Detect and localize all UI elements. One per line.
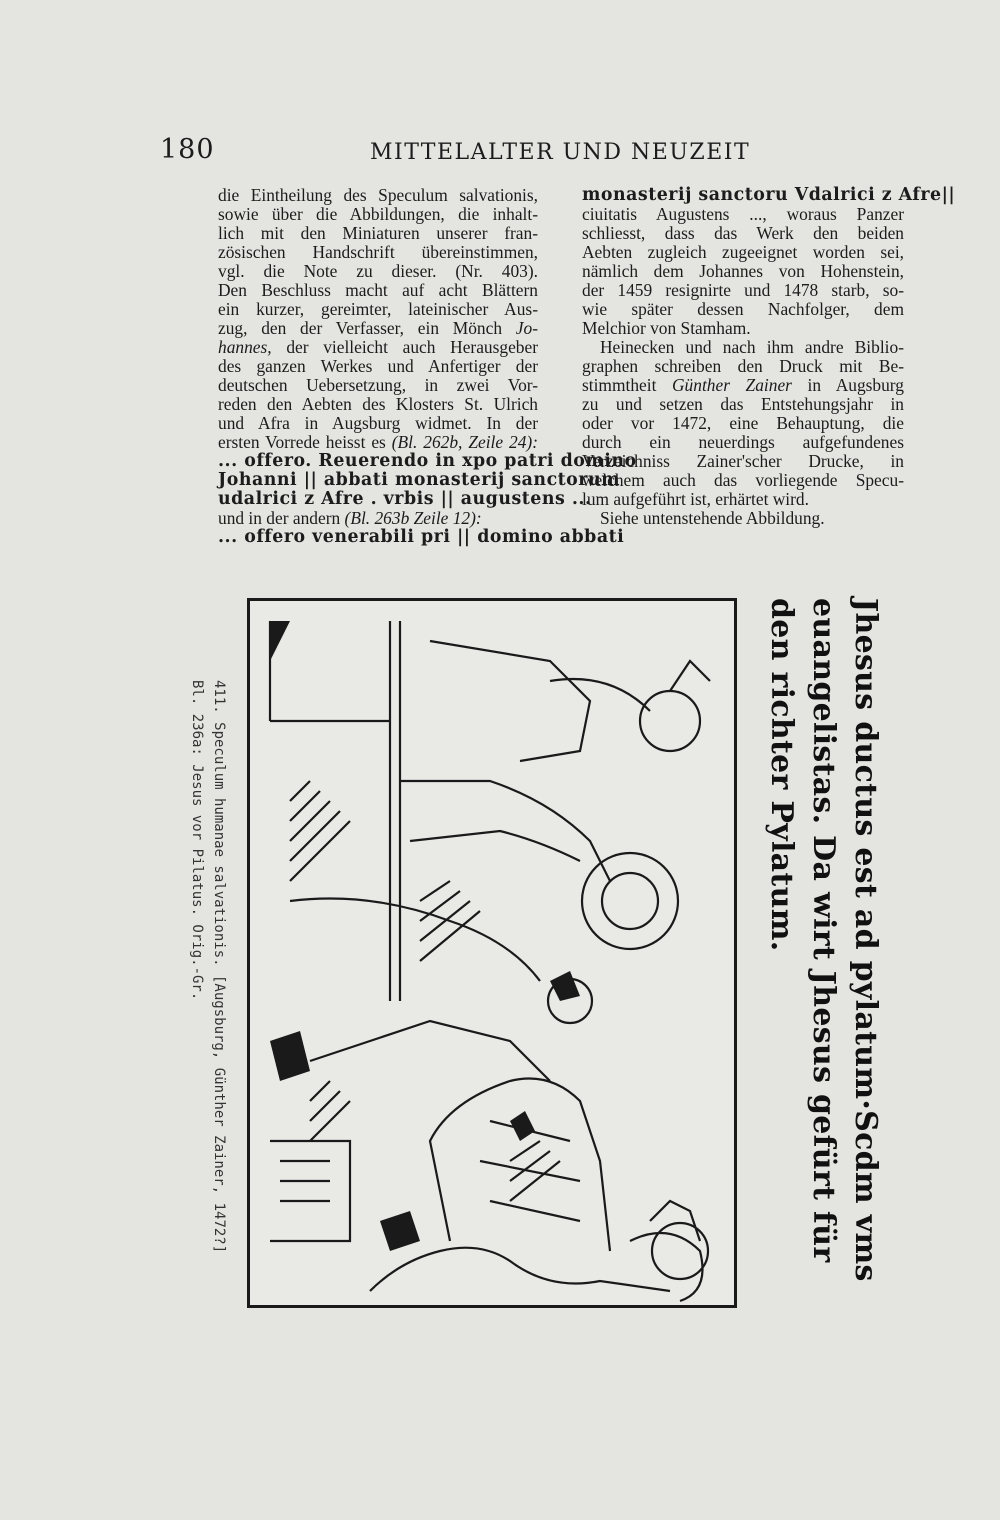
text-line: deutschen Uebersetzung, in zwei Vor- [218, 375, 538, 395]
text-line: die Eintheilung des Speculum salvationis, [218, 185, 538, 205]
text-segment: stimmtheit [582, 375, 657, 395]
woodcut-figure [247, 598, 737, 1308]
text-line-with-italic [218, 319, 538, 338]
text-line [218, 338, 538, 357]
text-segment: und in der andern [218, 508, 341, 528]
text-line: Den Beschluss macht auf acht Blättern [218, 280, 538, 300]
blackletter-quote-line: ... offero venerabili pri || domino abbati [218, 527, 625, 547]
text-line: wie später dessen Nachfolger, dem [582, 299, 904, 319]
printer-name: Günther Zainer [672, 375, 792, 395]
text-line-with-ref [218, 433, 538, 452]
text-line: Verzeichniss Zainer'scher Drucke, in [582, 451, 904, 471]
blackletter-quote-line: ... offero. Reuerendo in xpo patri domino [218, 451, 637, 471]
blackletter-quote-line: Johanni || abbati monasterij sanctorum [218, 470, 620, 490]
text-line: sowie über die Abbildungen, die inhalt- [218, 204, 538, 224]
text-line: Aebten zugleich zugeeignet worden sei, [582, 242, 904, 262]
text-segment: in Augsburg [807, 375, 904, 395]
text-line: graphen schreiben den Druck mit Be- [582, 356, 904, 376]
blackletter-line: Jhesus ductus est ad pylatum·Scdm vms [848, 598, 883, 1282]
folio-reference: (Bl. 263b Zeile 12): [344, 508, 482, 528]
text-line-with-italic [582, 376, 904, 395]
text-segment: der vielleicht auch Herausgeber [271, 337, 538, 357]
folio-reference: (Bl. 262b, Zeile 24): [391, 432, 538, 452]
text-line: Siehe untenstehende Abbildung. [600, 508, 825, 528]
blackletter-quote-line: monasterij sanctoru Vdalrici z Afre|| [582, 185, 956, 205]
text-line: zösischen Handschrift übereinstimmen, [218, 242, 538, 262]
text-line: ciuitatis Augustens ..., woraus Panzer [582, 204, 904, 224]
text-line: und Afra in Augsburg widmet. In der [218, 413, 538, 433]
blackletter-inscription [756, 598, 886, 1298]
italic-name-cont: hannes, [218, 337, 272, 357]
page-number: 180 [160, 134, 215, 165]
text-line: oder vor 1472, eine Behauptung, die [582, 413, 904, 433]
text-line-with-ref [218, 509, 538, 528]
text-line: des ganzen Werkes und Anfertiger der [218, 356, 538, 376]
woodcut-illustration [250, 601, 734, 1305]
text-line: der 1459 resignirte und 1478 starb, so- [582, 280, 904, 300]
right-column [582, 185, 956, 528]
blackletter-line: euangelistas. Da wirt Jhesus gefürt für [806, 598, 841, 1263]
text-line: Heinecken und nach ihm andre Biblio- [600, 337, 904, 357]
text-line: schliesst, dass das Werk den beiden [582, 223, 904, 243]
text-line: lum aufgeführt ist, erhärtet wird. [582, 489, 809, 509]
text-line: nämlich dem Johannes von Hohenstein, [582, 261, 904, 281]
text-segment: ersten Vorrede heisst es [218, 432, 386, 452]
italic-name: Jo- [515, 318, 538, 338]
text-line: welchem auch das vorliegende Specu- [582, 470, 904, 490]
text-line: lich mit den Miniaturen unserer fran- [218, 223, 538, 243]
figure-caption [180, 680, 230, 1280]
text-line: ein kurzer, gereimter, lateinischer Aus- [218, 299, 538, 319]
caption-line: 411. Speculum humanae salvationis. [Augsburg, Günther Zainer, 1472?] [211, 680, 227, 1254]
text-line: vgl. die Note zu dieser. (Nr. 403). [218, 261, 538, 281]
text-line: durch ein neuerdings aufgefundenes [582, 432, 904, 452]
blackletter-quote-line: udalrici z Afre . vrbis || augustens ... [218, 489, 592, 509]
blackletter-line: den richter Pylatum. [764, 598, 799, 952]
text-line: zu und setzen das Entstehungsjahr in [582, 394, 904, 414]
text-line: Melchior von Stamham. [582, 318, 751, 338]
text-segment: zug, den der Verfasser, ein Mönch [218, 318, 503, 338]
caption-line: Bl. 236a: Jesus vor Pilatus. Orig.-Gr. [189, 680, 205, 1001]
running-head: MITTELALTER UND NEUZEIT [370, 140, 751, 165]
text-line: reden den Aebten des Klosters St. Ulrich [218, 394, 538, 414]
